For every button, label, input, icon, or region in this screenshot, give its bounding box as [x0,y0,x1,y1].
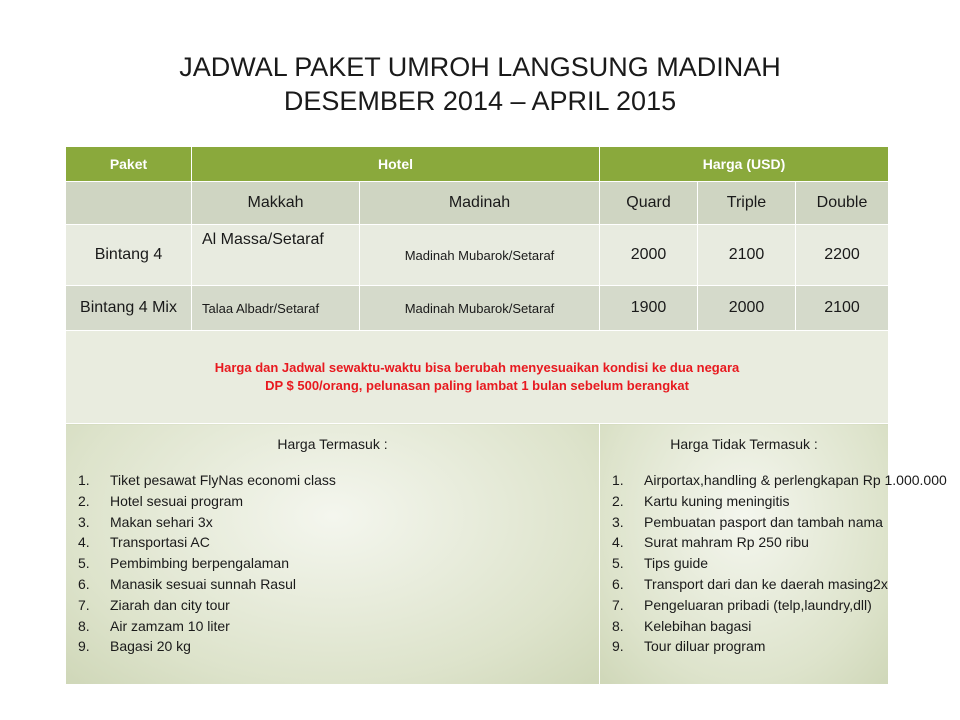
list-item [66,616,599,637]
list-item-number: 3. [612,513,624,530]
list-item-text: Pembuatan pasport dan tambah nama [644,513,883,530]
list-item-number: 8. [612,617,624,634]
list-item [600,512,888,533]
list-item-text: Air zamzam 10 liter [110,617,230,634]
list-item [600,595,888,616]
list-item-text: Manasik sesuai sunnah Rasul [110,575,296,592]
note-line-1: Harga dan Jadwal sewaktu-waktu bisa berubah menyesuaikan kondisi ke dua negara [214,360,740,375]
row-madinah-hotel: Madinah Mubarok/Setaraf [360,286,600,331]
included-list [66,470,599,657]
row-price-quard: 2000 [600,225,698,286]
list-item [66,553,599,574]
notes-row [66,331,889,424]
list-item-text: Transport dari dan ke daerah masing2x [644,575,888,592]
list-item-text: Hotel sesuai program [110,492,244,509]
row-madinah-hotel: Madinah Mubarok/Setaraf [360,225,600,286]
list-item-text: Ziarah dan city tour [110,596,230,613]
list-item-text: Airportax,handling & perlengkapan Rp 1.000.000 [644,472,947,488]
list-item-number: 9. [78,638,90,655]
included-heading: Harga Termasuk : [277,436,388,452]
list-item [66,491,599,512]
list-item-text: Tiket pesawat FlyNas economi class [110,472,336,488]
list-item-number: 9. [612,638,624,655]
list-item-number: 8. [78,617,90,634]
list-item-number: 5. [78,555,90,572]
list-item [66,595,599,616]
table-subheader-row [66,182,889,225]
row-price-triple: 2000 [698,286,796,331]
row-price-quard: 1900 [600,286,698,331]
subheader-quard: Quard [600,182,698,225]
row-makkah-hotel: Al Massa/Setaraf [192,225,360,286]
list-item-number: 1. [612,472,624,488]
list-item-text: Surat mahram Rp 250 ribu [644,534,809,551]
inclusions-row [66,424,889,685]
list-item-number: 1. [78,472,90,488]
list-item [600,491,888,512]
list-item-text: Pengeluaran pribadi (telp,laundry,dll) [644,596,872,613]
table-header-row [66,147,889,182]
list-item-number: 2. [612,492,624,509]
page-title [0,50,960,118]
list-item-number: 3. [78,513,90,530]
list-item [600,470,947,491]
list-item-number: 4. [612,534,624,551]
list-item-text: Transportasi AC [110,534,210,551]
list-item-text: Kartu kuning meningitis [644,492,790,509]
list-item-number: 7. [78,596,90,613]
row-makkah-hotel: Talaa Albadr/Setaraf [192,286,360,331]
list-item [66,532,599,553]
row-price-double: 2100 [796,286,889,331]
subheader-empty [66,182,192,225]
excluded-list [600,470,947,657]
list-item [66,574,599,595]
package-table [65,146,947,685]
row-price-double: 2200 [796,225,889,286]
list-item-text: Pembimbing berpengalaman [110,555,289,572]
note-line-2: DP $ 500/orang, pelunasan paling lambat 1 bulan sebelum berangkat [265,378,689,393]
subheader-madinah: Madinah [360,182,600,225]
subheader-double: Double [796,182,889,225]
excluded-heading: Harga Tidak Termasuk : [670,436,818,452]
list-item-text: Tour diluar program [644,638,766,655]
list-item-number: 7. [612,596,624,613]
row-paket: Bintang 4 [66,225,192,286]
list-item-number: 6. [78,575,90,592]
row-paket: Bintang 4 Mix [66,286,192,331]
title-line-2: DESEMBER 2014 – APRIL 2015 [283,86,677,116]
header-paket: Paket [66,147,192,182]
list-item [600,532,888,553]
header-harga: Harga (USD) [600,147,889,182]
excluded-cell [600,424,947,685]
list-item-number: 2. [78,492,90,509]
included-cell [66,424,600,685]
list-item-text: Tips guide [644,555,709,572]
list-item [600,574,888,595]
header-hotel: Hotel [192,147,600,182]
list-item-number: 6. [612,575,624,592]
subheader-triple: Triple [698,182,796,225]
list-item-text: Makan sehari 3x [110,513,213,530]
list-item [600,553,888,574]
list-item [66,512,599,533]
list-item [600,636,888,657]
table-row [66,286,889,331]
list-item-text: Bagasi 20 kg [110,638,191,655]
row-price-triple: 2100 [698,225,796,286]
list-item [600,616,888,637]
list-item-number: 5. [612,555,624,572]
title-line-1: JADWAL PAKET UMROH LANGSUNG MADINAH [179,52,781,82]
list-item-text: Kelebihan bagasi [644,617,752,634]
list-item [66,470,599,491]
notes-cell [66,331,889,424]
list-item [66,636,599,657]
list-item-number: 4. [78,534,90,551]
subheader-makkah: Makkah [192,182,360,225]
table-row [66,225,889,286]
